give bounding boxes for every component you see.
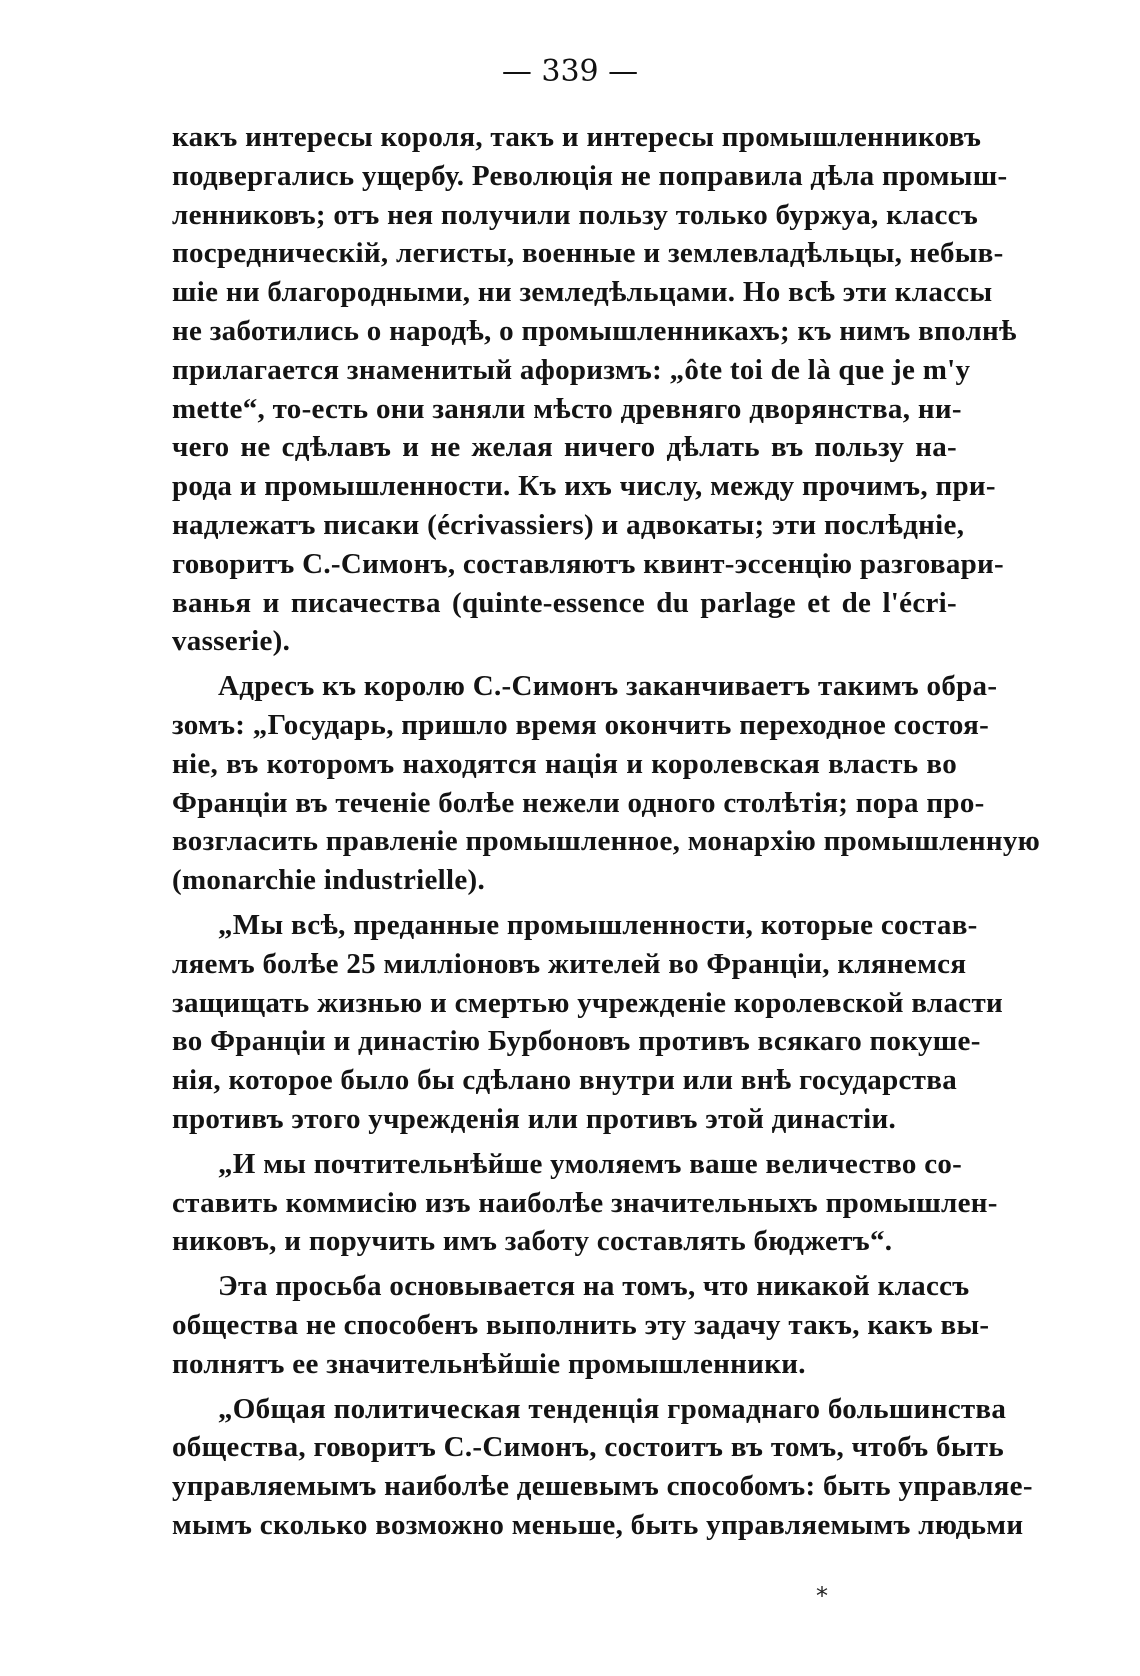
text-line: чего не сдѣлавъ и не желая ничего дѣлать въ пользу на- <box>172 431 957 464</box>
text-line: управляемымъ наиболѣе дешевымъ способомъ: быть управляе- <box>172 1470 1033 1503</box>
text-line: (monarchie industrielle). <box>172 864 486 897</box>
text-line: надлежатъ писаки (écrivassiers) и адвокаты; эти послѣдніе, <box>172 508 965 541</box>
text-line: шіе ни благородными, ни земледѣльцами. Но всѣ эти классы <box>172 276 993 309</box>
text-line: общества, говоритъ С.-Симонъ, состоитъ въ томъ, чтобъ быть <box>172 1431 1004 1464</box>
text-line: во Франціи и династію Бурбоновъ противъ всякаго покуше- <box>172 1025 981 1058</box>
paragraph <box>172 667 1041 900</box>
text-line: Адресъ къ королю С.-Симонъ заканчиваетъ такимъ обра- <box>218 670 998 703</box>
text-line: возгласить правленіе промышленное, монархію промышленную <box>172 825 1041 858</box>
body-text <box>172 118 1041 1545</box>
text-line: мымъ сколько возможно меньше, быть управляемымъ людьми <box>172 1508 1024 1541</box>
text-line: подвергались ущербу. Революція не поправила дѣла промыш- <box>172 159 1008 192</box>
text-line: говоритъ С.-Симонъ, составляютъ квинт-эссенцію разговари- <box>172 547 1005 580</box>
text-line: общества не способенъ выполнить эту задачу такъ, какъ вы- <box>172 1308 990 1341</box>
text-line: зомъ: „Государь, пришло время окончить переходное состоя- <box>172 708 990 741</box>
text-line: Франціи въ теченіе болѣе нежели одного столѣтія; пора про- <box>172 786 985 819</box>
text-line: mette“, то-есть они заняли мѣсто древняго дворянства, ни- <box>172 392 962 425</box>
text-line: никовъ, и поручить имъ заботу составлять бюджетъ“. <box>172 1225 893 1258</box>
text-line: „Мы всѣ, преданные промышленности, которые состав- <box>218 908 978 941</box>
text-line: Эта просьба основывается на томъ, что никакой классъ <box>218 1270 970 1303</box>
text-line: противъ этого учрежденія или противъ этой династіи. <box>172 1102 897 1135</box>
text-line: посредническій, легисты, военные и землевладѣльцы, небыв- <box>172 237 1004 270</box>
text-line: „И мы почтительнѣйше умоляемъ ваше величество со- <box>218 1147 963 1180</box>
text-line: ставить коммисію изъ наиболѣе значительныхъ промышлен- <box>172 1186 998 1219</box>
text-line: ніе, въ которомъ находятся нація и королевская власть во <box>172 747 957 780</box>
text-line: ванья и писачества (quinte-essence du parlage et de l'écri- <box>172 586 957 619</box>
paragraph <box>172 1267 990 1383</box>
paragraph <box>172 906 1004 1139</box>
paragraph <box>172 1390 1033 1545</box>
text-line: ленниковъ; отъ нея получили пользу только буржуа, классъ <box>172 198 979 231</box>
text-line: „Общая политическая тенденція громаднаго большинства <box>218 1392 1007 1425</box>
text-line: полнятъ ее значительнѣйшіе промышленники. <box>172 1347 806 1380</box>
text-line: vasserie). <box>172 625 291 658</box>
text-line: прилагается знаменитый афоризмъ: „ôte toi de là que je m'y <box>172 353 971 386</box>
text-line: защищать жизнью и смертью учрежденіе королевской власти <box>172 986 1004 1019</box>
text-line: какъ интересы короля, такъ и интересы промышленниковъ <box>172 121 982 153</box>
text-line: ляемъ болѣе 25 милліоновъ жителей во Франціи, клянемся <box>172 947 967 980</box>
page-number: — 339 — <box>501 54 639 89</box>
text-line: нія, которое было бы сдѣлано внутри или внѣ государства <box>172 1064 957 1097</box>
footnote-mark: * <box>816 1582 828 1610</box>
paragraph <box>172 1145 998 1261</box>
text-line: не заботились о народѣ, о промышленникахъ; къ нимъ вполнѣ <box>172 314 1017 347</box>
paragraph <box>172 118 1017 661</box>
text-line: рода и промышленности. Къ ихъ числу, между прочимъ, при- <box>172 470 996 503</box>
